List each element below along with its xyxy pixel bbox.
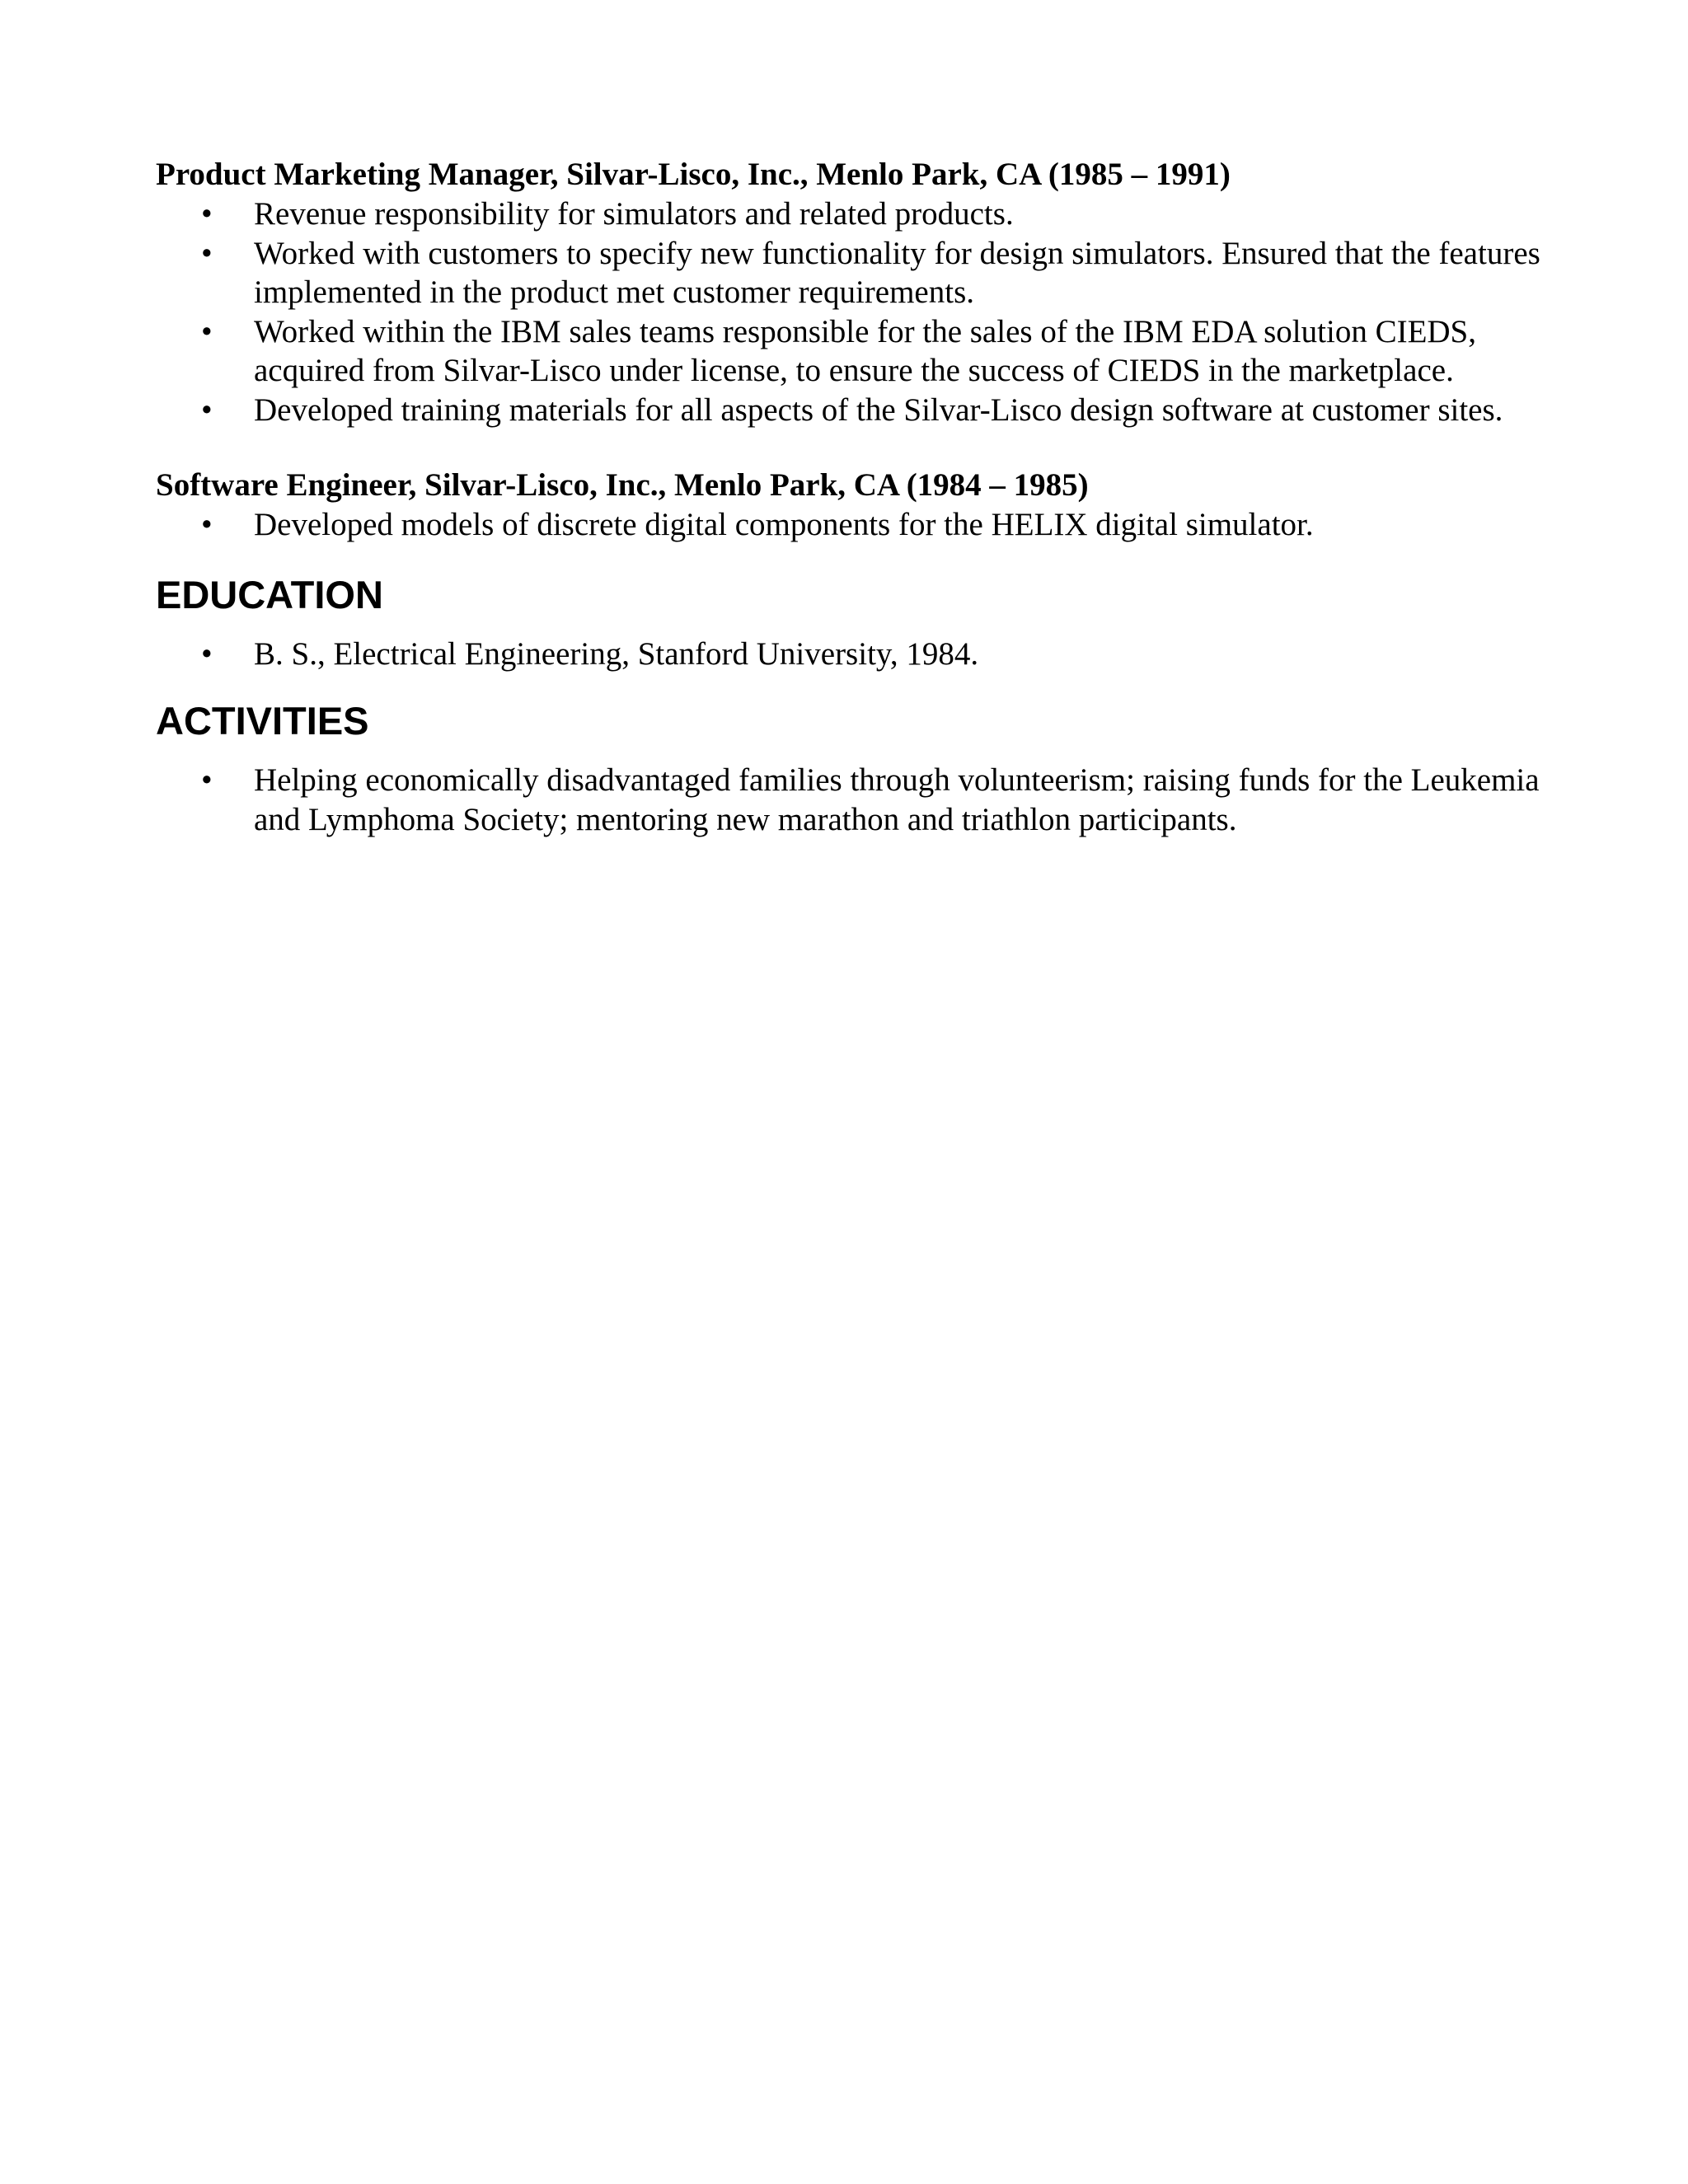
job-title: Product Marketing Manager, Silvar-Lisco, Inc., Menlo Park, CA (1985 – 1991) (156, 157, 1231, 192)
resume-page (156, 155, 1540, 839)
list-item-text: Developed models of discrete digital components for the HELIX digital simulator. (254, 507, 1314, 542)
list-item-text: Developed training materials for all aspects of the Silvar-Lisco design software at customer sites. (254, 391, 1503, 428)
activities-heading: ACTIVITIES (156, 699, 369, 743)
bullet-icon: • (201, 391, 213, 428)
bullet-icon: • (201, 196, 213, 232)
list-item (156, 391, 1540, 430)
job-title: Software Engineer, Silvar-Lisco, Inc., Menlo Park, CA (1984 – 1985) (156, 467, 1089, 503)
bullet-icon: • (201, 762, 213, 798)
bullet-icon: • (201, 235, 213, 271)
job-bullet-list (156, 505, 1540, 545)
list-item (156, 312, 1540, 391)
list-item (156, 234, 1540, 312)
activities-list (156, 761, 1540, 839)
bullet-icon: • (201, 313, 213, 349)
education-list (156, 635, 1540, 674)
job-bullet-list (156, 194, 1540, 429)
list-item-text: Revenue responsibility for simulators and related products. (254, 196, 1014, 232)
bullet-icon: • (201, 507, 213, 542)
list-item-text: Helping economically disadvantaged families through volunteerism; raising funds for the Leukemia and Lymphoma Society; mentoring new marathon and triathlon participants. (254, 762, 1540, 837)
list-item (156, 635, 1540, 674)
list-item-text: B. S., Electrical Engineering, Stanford University, 1984. (254, 635, 979, 672)
list-item (156, 761, 1540, 839)
bullet-icon: • (201, 635, 213, 672)
list-item (156, 505, 1540, 545)
list-item-text: Worked within the IBM sales teams responsible for the sales of the IBM EDA solution CIEDS, acquired from Silvar-Lisco under license, to ensure the success of CIEDS in the marketplace. (254, 313, 1476, 388)
list-item-text: Worked with customers to specify new functionality for design simulators. Ensured that the features implemented in the product met customer requirements. (254, 235, 1540, 310)
list-item (156, 194, 1540, 234)
job-entry-product-marketing-manager (156, 155, 1540, 429)
job-entry-software-engineer (156, 466, 1540, 545)
education-heading: EDUCATION (156, 572, 383, 616)
